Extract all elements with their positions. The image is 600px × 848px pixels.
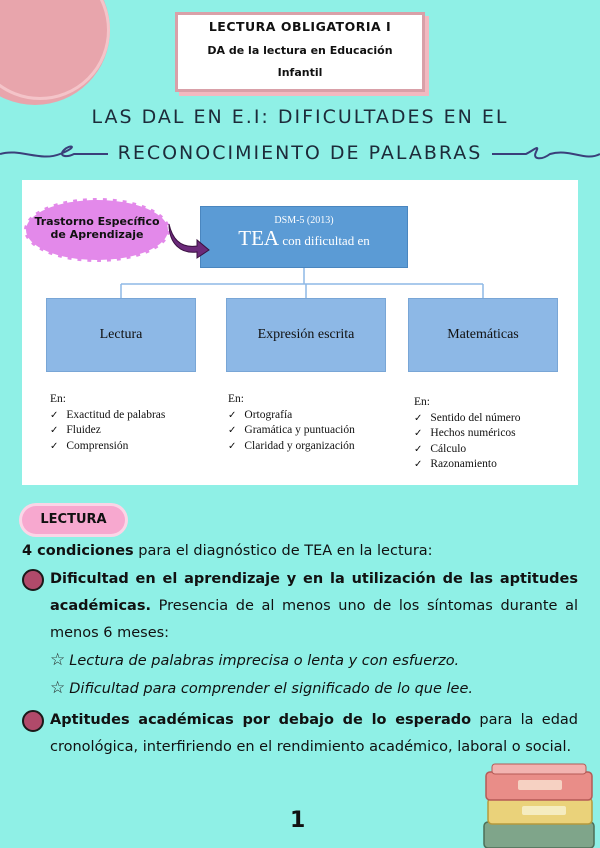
list-head: En:: [414, 396, 430, 408]
star-icon: ☆: [50, 678, 66, 698]
bubble-line-2: de Aprendizaje: [50, 228, 144, 241]
star-text-1: Lectura de palabras imprecisa o lenta y con esfuerzo.: [69, 653, 460, 669]
section-tag-lectura: LECTURA: [22, 506, 125, 534]
bullet-1: [50, 566, 578, 647]
bullet-dot-icon: [22, 569, 44, 591]
list-item: ✓ Fluidez: [50, 423, 165, 439]
star-icon: ☆: [50, 650, 66, 670]
header-box: [175, 12, 425, 92]
list-head: En:: [228, 393, 244, 405]
page-number: 1: [290, 808, 306, 833]
bullet-2: [50, 707, 578, 761]
tea-label: TEA: [238, 226, 280, 250]
category-matematicas: Matemáticas: [408, 298, 558, 372]
bullet-dot-icon: [22, 710, 44, 732]
list-item: ✓ Cálculo: [414, 442, 520, 458]
star-item-2: [50, 675, 473, 703]
list-item: ✓ Exactitud de palabras: [50, 408, 165, 424]
list-item: ✓ Hechos numéricos: [414, 426, 520, 442]
list-item: ✓ Ortografía: [228, 408, 355, 424]
tea-rest: con dificultad en: [279, 233, 370, 248]
list-item: ✓ Claridad y organización: [228, 439, 355, 455]
header-line-2: DA de la lectura en Educación: [207, 44, 393, 57]
star-item-1: [50, 647, 459, 675]
bullet-2-bold: Aptitudes académicas por debajo de lo esperado: [50, 712, 472, 728]
intro-bold: 4 condiciones: [22, 543, 134, 559]
list-lectura: [50, 392, 165, 454]
star-text-2: Dificultad para comprender el significado de lo que lee.: [69, 681, 473, 697]
list-item: ✓ Razonamiento: [414, 457, 520, 473]
tea-source: DSM-5 (2013): [274, 215, 334, 226]
curved-arrow-icon: [167, 220, 211, 260]
books-stack-icon: [478, 758, 600, 848]
list-matematicas: [414, 395, 520, 473]
tea-box: [200, 206, 408, 268]
list-item: ✓ Comprensión: [50, 439, 165, 455]
bullet-1-rest: Presencia de al menos uno de los síntomas durante al menos 6 meses:: [50, 598, 578, 641]
page-title-line-2: RECONOCIMIENTO DE PALABRAS: [117, 142, 483, 164]
header-line-3: Infantil: [277, 66, 323, 79]
category-lectura: Lectura: [46, 298, 196, 372]
decorative-ring: [0, 0, 110, 100]
list-expresion: [228, 392, 355, 454]
list-item: ✓ Sentido del número: [414, 411, 520, 427]
intro-rest: para el diagnóstico de TEA en la lectura:: [133, 543, 433, 559]
category-expresion: Expresión escrita: [226, 298, 386, 372]
bullet-2-rest: para la edad cronológica, interfiriendo en el rendimiento académico, laboral o social.: [50, 712, 578, 755]
tea-diagram: [22, 180, 578, 485]
header-line-1: LECTURA OBLIGATORIA I: [208, 19, 392, 34]
intro-text: [22, 538, 433, 565]
list-head: En:: [50, 393, 66, 405]
tea-bubble: [24, 198, 170, 262]
bullet-1-bold: Dificultad en el aprendizaje y en la utilización de las aptitudes académicas.: [50, 571, 578, 614]
page-title-line-1: LAS DAL EN E.I: DIFICULTADES EN EL: [91, 106, 509, 128]
list-item: ✓ Gramática y puntuación: [228, 423, 355, 439]
bubble-line-1: Trastorno Específico: [34, 215, 160, 228]
